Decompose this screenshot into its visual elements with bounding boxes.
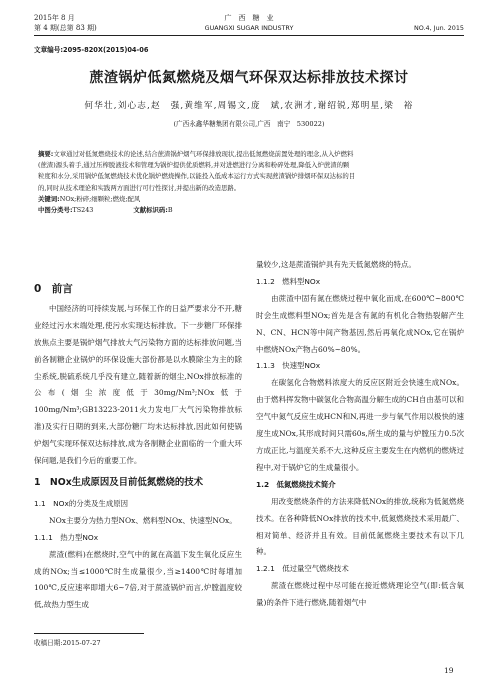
section-1-1-3-text: 在碳氢化合物燃料浓度大的反应区附近会快速生成NOx。由于燃料挥发物中碳氢化合物高温分解生成的CH自由基可以和空气中氮气反应生成HCN和N,再进一步与氧气作用以极快的速度生成NOx,其形成时间只需60s,所生成的量与炉膛压力0.5次方成正比,与温度关系不大,这种反应主要发生在内燃机的燃烧过程中,对于锅炉它的生成量很小。 bbox=[256, 378, 464, 472]
header-issue-en: NO.4, Jun. 2015 bbox=[413, 24, 464, 32]
keywords: 关键词:NOx;粉碎;细颗粒;燃烧;配风 bbox=[38, 194, 141, 203]
abstract-label: 摘要: bbox=[38, 150, 54, 158]
right-col-continuation: 量较少,这是蔗渣锅炉具有先天低氮燃烧的特点。 bbox=[256, 260, 416, 269]
section-1-2-1-text: 蔗渣在燃烧过程中尽可能在接近燃烧理论空气(即:低含氧量)的条件下进行燃烧,随着烟气中 bbox=[256, 581, 464, 608]
section-0-title: 0 前言 bbox=[34, 283, 73, 295]
classification: 中图分类号:TS243 文献标识码:B bbox=[38, 206, 173, 215]
left-column bbox=[34, 261, 242, 614]
abstract-block bbox=[38, 149, 460, 216]
section-0-text: 中国经济的可持续发展,与环保工作的日益严要求分不开,糖业经过污水末端处理,使污水实现达标排放。下一步糖厂环保排放焦点主要是锅炉烟气排放大气污染物方面的达标排放问题,当前各制糖企业锅炉的环保设施大部份都是以水膜除尘为主的除尘系统,脱硫系统几乎没有建立,随着新的烟尘,NOx排放标准的公布(烟尘浓度低于30mg/Nm³;NOx低于100mg/Nm³;GB13223-2011火力发电厂大气污染物排放标准)及实行日期的到来,大部份糖厂均未达标排放,因此如何使锅炉烟气实现环保双达标排放,成为各制糖企业面临的一个重大环保问题,是我们今后的重要工作。 bbox=[34, 303, 242, 466]
section-1-1-title: 1.1 NOx的分类及生成原因 bbox=[34, 498, 128, 508]
section-1-2-text: 用改变燃烧条件的方法来降低NOx的排放,统称为低氮燃烧技术。在各种降低NOx排放的技术中,低氮燃烧技术采用最广、相对简单、经济并且有效。目前低氮燃烧主要技术有以下几种。 bbox=[256, 496, 464, 557]
header-date: 2015年 8 月 bbox=[34, 14, 75, 22]
section-1-1-1-text: 蔗渣(燃料)在燃烧时,空气中的氮在高温下发生氧化反应生成的NOx;当≤1000℃时生成量很少,当≥1400℃时每增加100℃,反应速率即增大6~7倍,对于蔗渣锅炉而言,炉膛温度较低,故热力型生成 bbox=[34, 549, 242, 610]
header-rule bbox=[34, 35, 464, 36]
right-column bbox=[256, 257, 464, 612]
section-1-title: 1 NOx生成原因及目前低氮燃烧的技术 bbox=[34, 476, 204, 488]
abstract-line: 粒度和水分,采用锅炉低氮燃烧技术优化锅炉燃烧操作,以能投入低成本运行方式实现蔗渣锅炉排烟环保双达标的目 bbox=[38, 172, 356, 181]
page-number: 19 bbox=[444, 666, 454, 675]
section-1-1-2-text: 由蔗渣中固有氮在燃烧过程中氧化而成,在600℃~800℃时会生成燃料型NOx;首先是含有氮的有机化合物热裂解产生N、CN、HCN等中间产物基因,然后再氧化成NOx,它在锅炉中燃烧NOx产物占60%~80%。 bbox=[256, 293, 464, 354]
article-number: 文章编号:2095-820X(2015)04-06 bbox=[34, 46, 149, 54]
affiliation: (广西永鑫华糖集团有限公司,广西 南宁 530022) bbox=[173, 120, 325, 128]
section-1-1-1-title: 1.1.1 热力型NOx bbox=[34, 532, 99, 542]
section-1-2-1-title: 1.2.1 低过量空气燃烧技术 bbox=[256, 564, 349, 574]
header-journal-cn: 广 西 糖 业 bbox=[224, 14, 274, 22]
section-1-2-title: 1.2 低氮燃烧技术简介 bbox=[256, 479, 336, 489]
header-issue: 第 4 期(总第 83 期) bbox=[34, 24, 97, 32]
abstract-line: 的,同时从技术理论和实践两方面进行可行性探讨,并提出新的改造思路。 bbox=[38, 183, 241, 192]
footnote-rule bbox=[34, 633, 144, 634]
abstract-line: 摘要:文章通过对低氮燃烧技术的论述,结合蔗渣锅炉烟气环保排放现状,提出低氮燃烧前置处理的理念,从入炉燃料 bbox=[38, 150, 354, 158]
section-1-1-text: NOx主要分为热力型NOx、燃料型NOx、快速型NOx。 bbox=[49, 515, 237, 525]
paper-title: 蔗渣锅炉低氮燃烧及烟气环保双达标排放技术探讨 bbox=[89, 70, 409, 86]
header-journal-en: GUANGXI SUGAR INDUSTRY bbox=[204, 24, 294, 32]
section-1-1-3-title: 1.1.3 快速型NOx bbox=[256, 361, 321, 371]
section-1-1-2-title: 1.1.2 燃料型NOx bbox=[256, 276, 321, 286]
received-date: 收稿日期:2015-07-27 bbox=[34, 639, 101, 647]
author-list: 何华壮,刘心志,赵 强,黄维军,周锡文,庞 斌,农洲才,谢绍锐,郑明星,梁 裕 bbox=[84, 101, 414, 111]
abstract-line: (蔗渣)源头着手,通过压榨脱液技术和管理为锅炉提供优质燃料,并对进燃进行分离和粉碎处理,降低入炉蔗渣的颗 bbox=[38, 161, 350, 170]
